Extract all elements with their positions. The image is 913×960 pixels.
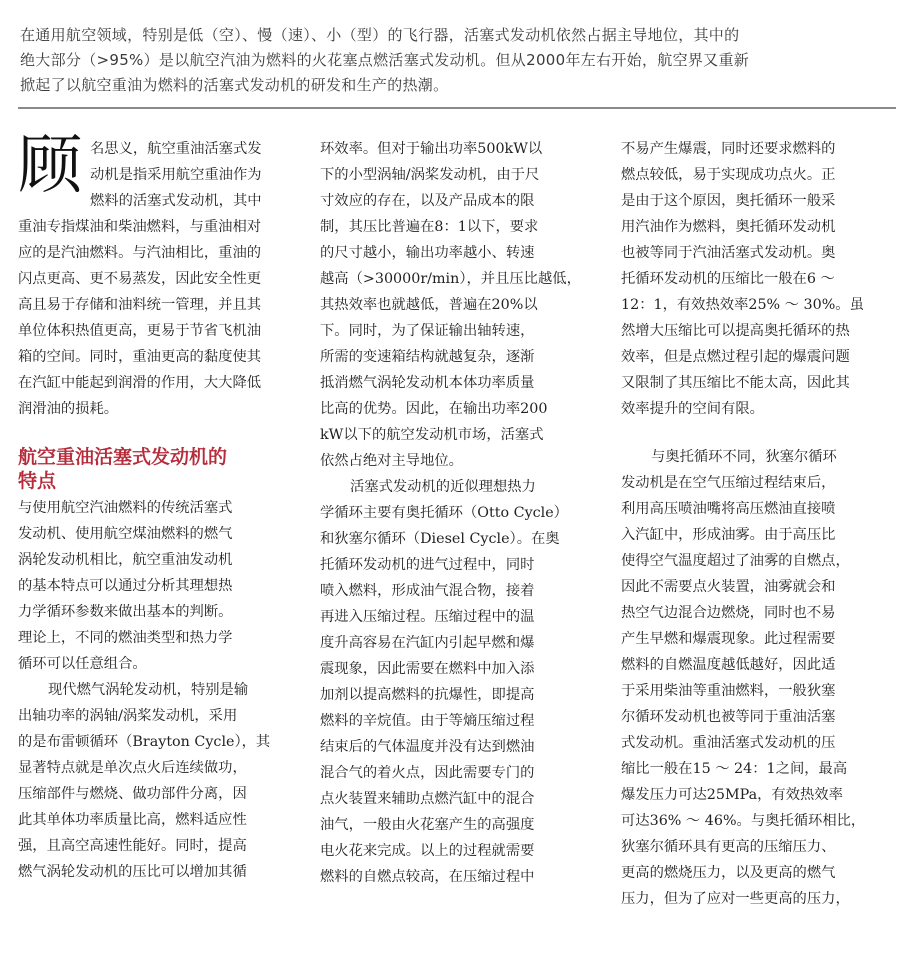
text-line: 入汽缸中，形成油雾。由于高压比 [621,527,836,543]
text-line: 下的小型涡轴/涡桨发动机，由于尺 [320,167,540,183]
text-line: 电火花来完成。以上的过程就需要 [320,843,535,859]
text-line: 式发动机。重油活塞式发动机的压 [621,735,836,751]
text-line: 喷入燃料，形成油气混合物，接着 [320,583,535,599]
text-line: 使得空气温度超过了油雾的自燃点， [621,553,850,569]
text-line: 产生早燃和爆震现象。此过程需要 [621,631,836,647]
text-line: 强，且高空高速性能好。同时，提高 [18,838,247,854]
text-line: 也被等同于汽油活塞式发动机。奥 [621,245,836,261]
text-line: 发动机是在空气压缩过程结束后， [621,475,836,491]
text-line: 发动机、使用航空煤油燃料的燃气 [18,526,233,542]
text-line: 应的是汽油燃料。与汽油相比，重油的 [18,245,262,261]
section-divider [18,107,896,109]
text-line: 的尺寸越小，输出功率越小、转速 [320,245,535,261]
text-line: 依然占绝对主导地位。 [320,453,463,469]
dropcap-block [18,129,301,214]
text-line: 理论上，不同的燃油类型和热力学 [18,630,233,646]
text-line: 润滑油的损耗。 [18,401,119,417]
text-line: 燃料的自燃点较高，在压缩过程中 [320,869,535,885]
text-line: 寸效应的存在，以及产品成本的限 [320,193,535,209]
text-line: 在汽缸中能起到润滑的作用，大大降低 [18,375,262,391]
text-line: 比高的优势。因此，在输出功率200 [320,401,548,417]
text-line: 单位体积热值更高，更易于节省飞机油 [18,323,262,339]
text-line: 燃料的活塞式发动机，其中 [90,193,262,209]
text-line: 所需的变速箱结构就越复杂，逐渐 [320,349,535,365]
text-line [621,422,904,444]
text-line: 活塞式发动机的近似理想热力 [350,479,536,495]
text-line: 于采用柴油等重油燃料，一般狄塞 [621,683,836,699]
text-line: 的基本特点可以通过分析其理想热 [18,578,233,594]
text-line: 因此不需要点火装置，油雾就会和 [621,579,836,595]
text-line: 缩比一般在15 ～ 24：1之间，最高 [621,761,848,777]
text-line: 燃点较低，易于实现成功点火。正 [621,167,836,183]
text-line: 加剂以提高燃料的抗爆性，即提高 [320,687,535,703]
drop-cap: 顾 [18,129,82,203]
section-heading: 特点 [18,470,57,492]
text-line: 托循环发动机的进气过程中，同时 [320,557,535,573]
text-line: 又限制了其压缩比不能太高，因此其 [621,375,850,391]
text-line: 此其单体功率质量比高，燃料适应性 [18,812,247,828]
text-line: 与奥托循环不同，狄塞尔循环 [651,449,837,465]
lead-line: 在通用航空领域，特别是低（空）、慢（速）、小（型）的飞行器，活塞式发动机依然占据主导地位，其中的 [20,26,740,44]
text-line: 狄塞尔循环具有更高的压缩压力、 [621,839,836,855]
text-line: 环效率。但对于输出功率500kW以 [320,141,543,157]
column-2 [320,136,603,890]
text-line: 高且易于存储和油料统一管理，并且其 [18,297,262,313]
text-line: 用汽油作为燃料，奥托循环发动机 [621,219,836,235]
text-line: 下。同时，为了保证输出轴转速， [320,323,535,339]
text-line: 是由于这个原因，奥托循环一般采 [621,193,836,209]
text-line: 和狄塞尔循环（Diesel Cycle）。在奥 [320,531,560,547]
text-line: 显著特点就是单次点火后连续做功， [18,760,247,776]
lead-line: 绝大部分（>95%）是以航空汽油为燃料的火花塞点燃活塞式发动机。但从2000年左右开始，航空界又重新 [20,51,750,69]
text-line: 结束后的气体温度并没有达到燃油 [320,739,535,755]
text-line: 热空气边混合边燃烧，同时也不易 [621,605,836,621]
text-line: 其热效率也就越低，普遍在20%以 [320,297,538,313]
text-line: 效率，但是点燃过程引起的爆震问题 [621,349,850,365]
text-line: 与使用航空汽油燃料的传统活塞式 [18,500,233,516]
text-line: 的是布雷顿循环（Brayton Cycle），其 [18,734,271,750]
text-line: 名思义，航空重油活塞式发 [90,141,262,157]
text-line: 然增大压缩比可以提高奥托循环的热 [621,323,850,339]
text-line: 震现象，因此需要在燃料中加入添 [320,661,535,677]
text-line: 循环可以任意组合。 [18,656,147,672]
lead-line: 掀起了以航空重油为燃料的活塞式发动机的研发和生产的热潮。 [20,76,449,94]
text-line: 再进入压缩过程。压缩过程中的温 [320,609,535,625]
text-line: 度升高容易在汽缸内引起早燃和爆 [320,635,535,651]
text-line: 制，其压比普遍在8：1以下，要求 [320,219,539,235]
lead-paragraph [20,23,900,98]
text-line: 闪点更高、更不易蒸发，因此安全性更 [18,271,262,287]
text-line: 箱的空间。同时，重油更高的黏度使其 [18,349,262,365]
text-line: 燃料的辛烷值。由于等熵压缩过程 [320,713,535,729]
text-line: 托循环发动机的压缩比一般在6 ～ [621,271,835,287]
text-line: 压缩部件与燃烧、做功部件分离，因 [18,786,247,802]
text-line: 重油专指煤油和柴油燃料，与重油相对 [18,219,262,235]
text-line: 出轴功率的涡轴/涡桨发动机，采用 [18,708,238,724]
text-line: 动机是指采用航空重油作为 [90,167,262,183]
section-heading: 航空重油活塞式发动机的 [18,446,228,468]
text-line: 利用高压喷油嘴将高压燃油直接喷 [621,501,836,517]
text-line: 点火装置来辅助点燃汽缸中的混合 [320,791,535,807]
text-line: 油气，一般由火花塞产生的高强度 [320,817,535,833]
text-line: 12：1，有效热效率25% ～ 30%。虽 [621,297,864,313]
text-line: kW以下的航空发动机市场，活塞式 [320,427,544,443]
text-line: 现代燃气涡轮发动机，特别是输 [48,682,249,698]
text-line: 燃气涡轮发动机的压比可以增加其循 [18,864,247,880]
text-line: 尔循环发动机也被等同于重油活塞 [621,709,836,725]
paragraph-gap [18,422,301,445]
text-line: 学循环主要有奥托循环（Otto Cycle） [320,505,568,521]
text-line: 压力，但为了应对一些更高的压力， [621,891,850,907]
text-line: 抵消燃气涡轮发动机本体功率质量 [320,375,535,391]
text-line: 混合气的着火点，因此需要专门的 [320,765,535,781]
text-line: 可达36% ～ 46%。与奥托循环相比， [621,813,866,829]
text-line: 力学循环参数来做出基本的判断。 [18,604,233,620]
text-line: 不易产生爆震，同时还要求燃料的 [621,141,836,157]
text-line: 效率提升的空间有限。 [621,401,764,417]
text-line: 更高的燃烧压力，以及更高的燃气 [621,865,836,881]
text-line: 爆发压力可达25MPa，有效热效率 [621,787,843,803]
column-1 [18,129,301,885]
column-3 [621,136,904,912]
text-line: 越高（>30000r/min），并且压比越低， [320,271,581,287]
text-line: 燃料的自燃温度越低越好，因此适 [621,657,836,673]
text-line: 涡轮发动机相比，航空重油发动机 [18,552,233,568]
